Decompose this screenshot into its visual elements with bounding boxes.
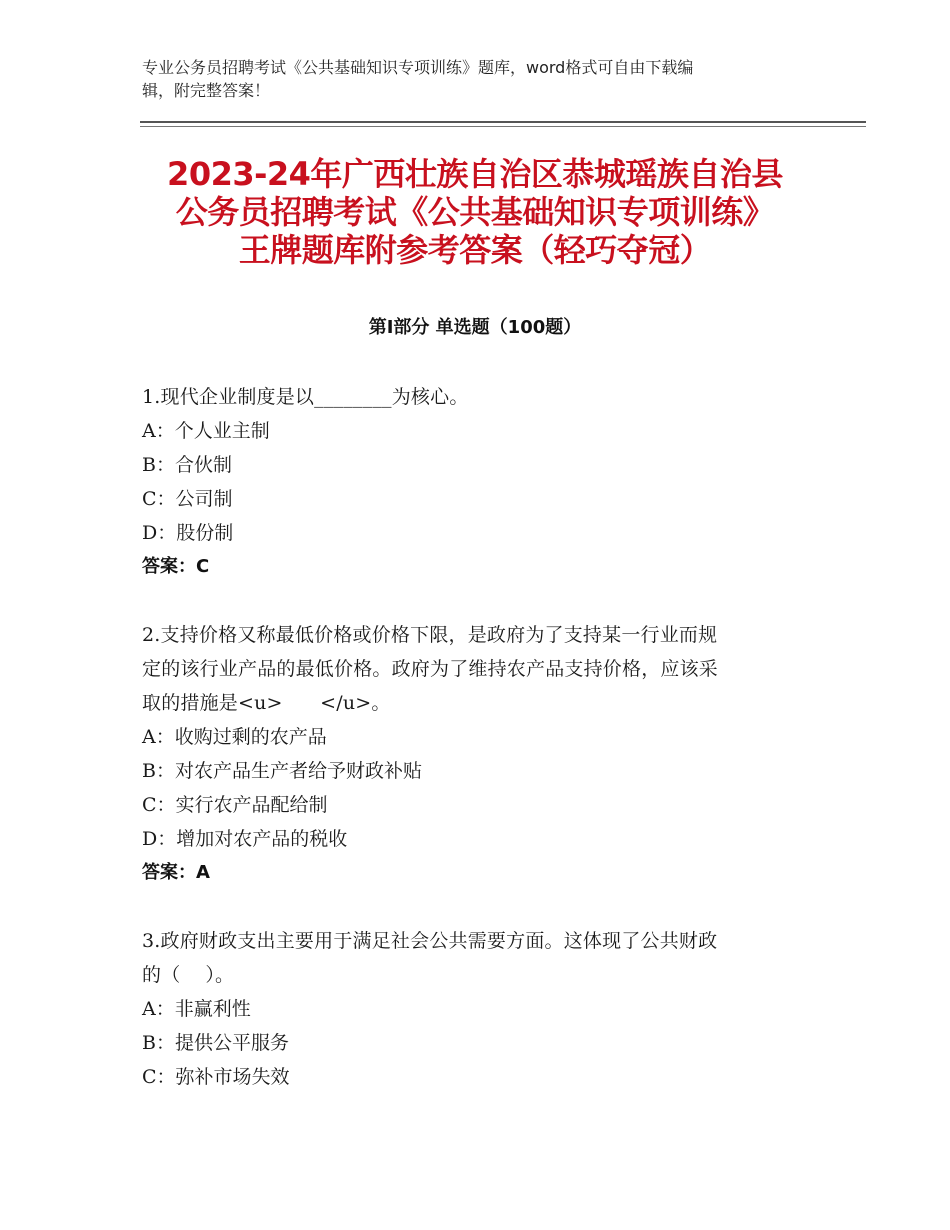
header-divider — [140, 121, 866, 123]
question-stem: 1.现代企业制度是以________为核心。 — [142, 386, 469, 408]
option-a: A：个人业主制 — [142, 420, 270, 442]
title-line: 2023-24年广西壮族自治区恭城瑶族自治县 — [167, 155, 783, 193]
option-b: B：合伙制 — [142, 454, 232, 476]
question-list — [142, 380, 797, 1128]
question-stem: 2.支持价格又称最低价格或价格下限，是政府为了支持某一行业而规 — [142, 624, 718, 646]
answer: 答案：A — [142, 862, 210, 883]
document-title — [110, 155, 840, 269]
option-d: D：增加对农产品的税收 — [142, 828, 348, 850]
question-stem: 3.政府财政支出主要用于满足社会公共需要方面。这体现了公共财政 — [142, 930, 718, 952]
header-note-line: 专业公务员招聘考试《公共基础知识专项训练》题库，word格式可自由下载编 — [142, 58, 694, 77]
question-3 — [142, 924, 797, 1094]
question-stem: 取的措施是<u> </u>。 — [142, 692, 391, 714]
title-line: 王牌题库附参考答案（轻巧夺冠） — [238, 231, 712, 269]
option-b: B：提供公平服务 — [142, 1032, 289, 1054]
question-stem: 定的该行业产品的最低价格。政府为了维持农产品支持价格，应该采 — [142, 658, 719, 680]
option-d: D：股份制 — [142, 522, 234, 544]
option-a: A：非赢利性 — [142, 998, 251, 1020]
option-a: A：收购过剩的农产品 — [142, 726, 327, 748]
option-c: C：实行农产品配给制 — [142, 794, 328, 816]
option-c: C：公司制 — [142, 488, 233, 510]
section-heading: 第Ⅰ部分 单选题（100题） — [368, 317, 582, 338]
header-note — [142, 56, 802, 102]
question-2 — [142, 618, 797, 890]
option-c: C：弥补市场失效 — [142, 1066, 290, 1088]
title-line: 公务员招聘考试《公共基础知识专项训练》 — [175, 193, 775, 231]
question-1 — [142, 380, 797, 584]
header-note-line: 辑，附完整答案！ — [142, 81, 271, 100]
header-divider-thin — [140, 126, 866, 127]
answer: 答案：C — [142, 556, 210, 577]
question-stem: 的（ ）。 — [142, 964, 235, 986]
option-b: B：对农产品生产者给予财政补贴 — [142, 760, 422, 782]
